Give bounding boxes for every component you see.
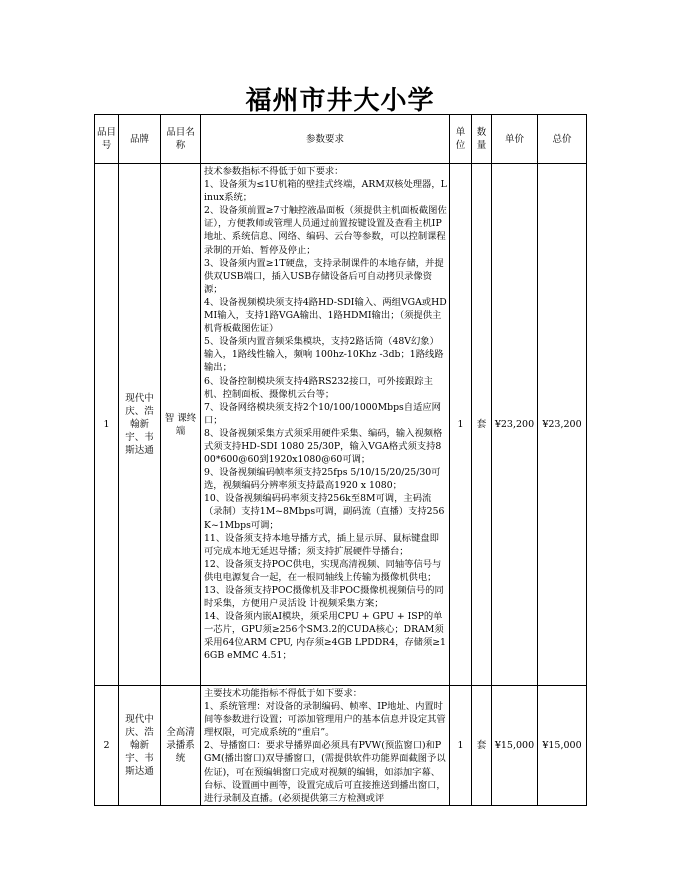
- cell-qty: 1: [450, 164, 472, 686]
- param-line: 2、导播窗口：要求导播界面必须具有PVW(预监窗口)和PGM(播出窗口)双导播窗口，(需提供软件功能界面截图予以佐证)，可在预编辑窗口完成对视频的编辑，如添加字幕、台标、设置画中画等，设置完成后可直接推送到播出窗口，进行录制及直播。(必须提供第三方检测或评: [204, 740, 446, 804]
- cell-unit-price: ¥23,200: [492, 164, 538, 686]
- header-params: 参数要求: [201, 115, 450, 164]
- param-line: 10、设备视频编码码率须支持256k至8M可调，主码流（录制）支持1M~8Mbps可调，副码流（直播）支持256K~1Mbps可调；: [204, 493, 445, 531]
- header-item-name: 品目名 称: [161, 115, 201, 164]
- param-line: 1、设备须为≤1U机箱的壁挂式终端，ARM双核处理器，Linux系统；: [204, 179, 447, 204]
- cell-item-no: 2: [95, 686, 119, 806]
- table-row: [95, 686, 587, 806]
- param-line: 9、设备视频编码帧率须支持25fps 5/10/15/20/25/30可选，视频编码分辨率须支持最高1920 x 1080；: [204, 467, 441, 492]
- cell-unit: 套: [472, 686, 492, 806]
- param-line: 3、设备须内置≥1T硬盘，支持录制课件的本地存储，并提供双USB端口，插入USB存储设备后可自动拷贝录像资源；: [204, 257, 444, 295]
- param-line: 12、设备须支持POC供电，实现高清视频、同轴等信号与供电电源复合一起，在一根同轴线上传输为摄像机供电；: [204, 558, 442, 583]
- param-line: 6、设备控制模块须支持4路RS232接口，可外接跟踪主机、控制面板、摄像机云台等；: [204, 375, 433, 400]
- param-line: 13、设备须支持POC摄像机及非POC摄像机视频信号的同时采集，方便用户灵活设 计视频采集方案；: [204, 585, 444, 610]
- param-line: 1、系统管理：对设备的录制编码、帧率、IP地址、内置时间等参数进行设置；可添加管理用户的基本信息并设定其管理权限，可完成系统的“重启”。: [204, 701, 446, 739]
- cell-params: [201, 164, 450, 686]
- param-line: 技术参数指标不得低于如下要求：: [204, 166, 344, 177]
- cell-item-name: 全高清录播系统: [161, 686, 201, 806]
- cell-total: ¥23,200: [538, 164, 587, 686]
- header-brand: 品牌: [119, 115, 161, 164]
- cell-brand: 现代中庆、浩翰新宇、韦斯达通: [119, 686, 161, 806]
- cell-params: [201, 686, 450, 806]
- header-unit: 单位: [450, 115, 472, 164]
- param-line: 5、设备须内置音频采集模块，支持2路话筒（48V幻象）输入，1路线性输入，频响 100hz-10Khz -3db；1路线路输出；: [204, 336, 444, 374]
- cell-total: ¥15,000: [538, 686, 587, 806]
- header-total: 总价: [538, 115, 587, 164]
- cell-item-name: 智 课终端: [161, 164, 201, 686]
- header-item-no: 品目号: [95, 115, 119, 164]
- procurement-table: [94, 114, 587, 806]
- cell-brand: 现代中庆、浩翰新宇、韦斯达通: [119, 164, 161, 686]
- cell-unit: 套: [472, 164, 492, 686]
- param-line: 14、设备须内嵌AI模块，须采用CPU + GPU + ISP的单一芯片，GPU须≥256个SM3.2的CUDA核心；DRAM须采用64位ARM CPU, 内存须≥4GB LPDDR4，存储须≥16GB eMMC 4.51；: [204, 611, 446, 662]
- header-qty: 数量: [472, 115, 492, 164]
- cell-item-no: 1: [95, 164, 119, 686]
- param-line: 8、设备视频采集方式须采用硬件采集、编码，输入视频格式须支持HD-SDI 1080 25/30P，输入VGA格式须支持800*600@60到1920x1080@60可调；: [204, 427, 443, 466]
- table-row: [95, 164, 587, 686]
- param-line: 主要技术功能指标不得低于如下要求：: [204, 688, 363, 699]
- param-line: 7、设备网络模块须支持2个10/100/1000Mbps自适应网口；: [204, 401, 441, 426]
- cell-qty: 1: [450, 686, 472, 806]
- page-title: 福州市井大小学: [245, 86, 435, 116]
- header-unit-price: 单价: [492, 115, 538, 164]
- param-line: 4、设备视频模块须支持4路HD-SDI输入、两组VGA或HDMI输入，支持1路VGA输出、1路HDMI输出；（须提供主机背板截图佐证）: [204, 296, 447, 335]
- param-line: 2、设备须前置≥7寸触控液晶面板（须提供主机面板截图佐证），方便教师或管理人员通过前置按键设置及查看主机IP地址、系统信息、网络、编码、云台等参数，可以控制课程录制的开始、暂停及停止；: [204, 205, 447, 256]
- cell-unit-price: ¥15,000: [492, 686, 538, 806]
- table-header-row: [95, 115, 587, 164]
- param-line: 11、设备须支持本地导播方式，插上显示屏、鼠标键盘即可完成本地无延迟导播；须支持扩展硬件导播台；: [204, 532, 439, 557]
